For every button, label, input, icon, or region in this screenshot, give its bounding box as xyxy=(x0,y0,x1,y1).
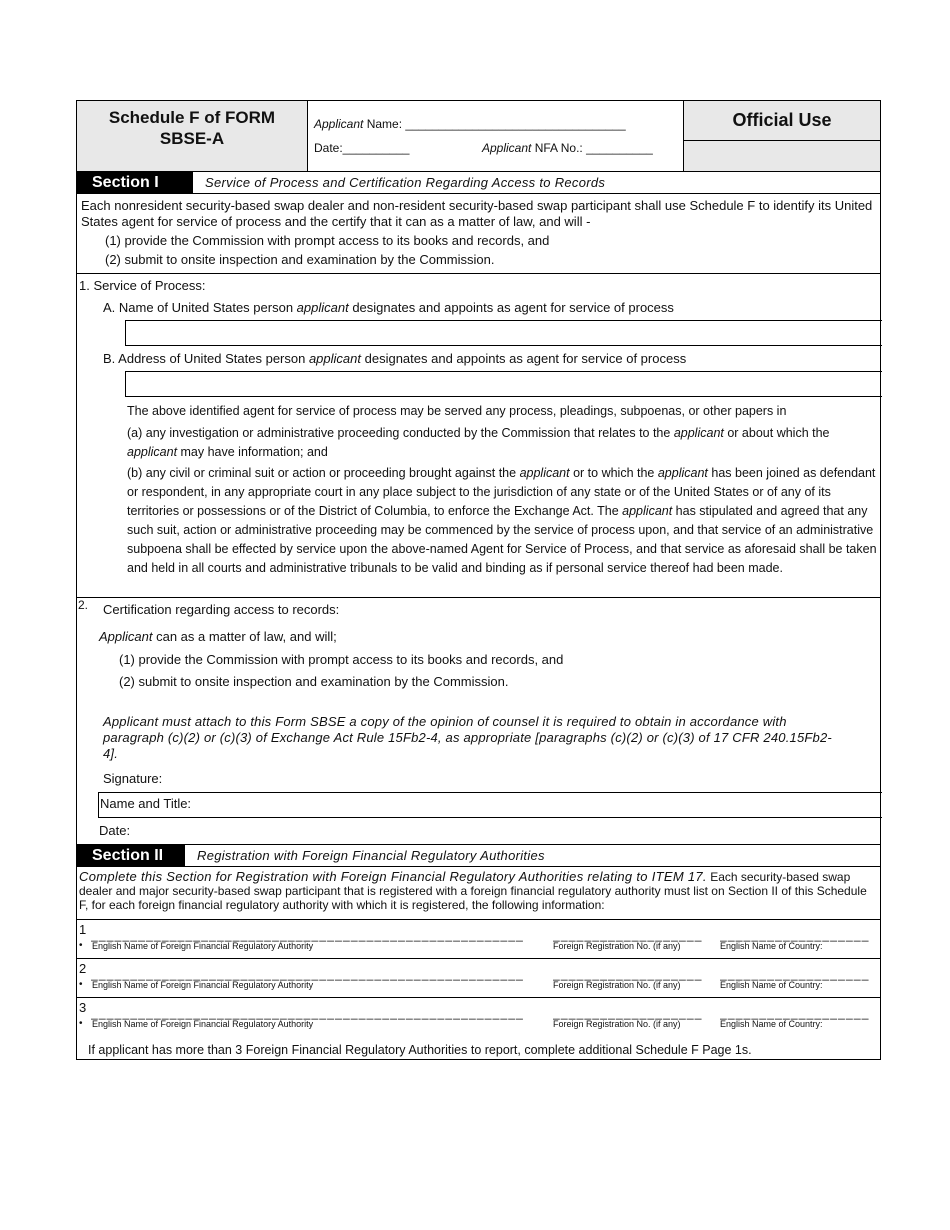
intro-item-1: (1) provide the Commission with prompt access to its books and records, and xyxy=(105,233,550,248)
registration-row[interactable] xyxy=(77,998,880,1037)
row-bullet: • xyxy=(79,979,83,990)
authority-caption: English Name of Foreign Financial Regulatory Authority xyxy=(92,941,314,951)
item-2-number: 2. xyxy=(78,598,89,612)
applicant-info xyxy=(308,101,684,171)
row-bullet: • xyxy=(79,940,83,951)
counsel-note: Applicant must attach to this Form SBSE a copy of the opinion of counsel it is required to obtain in accordance with paragraph (c)(2) or (c)(3) of Exchange Act Rule 15Fb2-4, as appropriate [paragraphs (c)(2) or (c)(3) of 17 CFR 240.15Fb2-4]. xyxy=(103,714,832,761)
agent-name-input[interactable] xyxy=(125,320,882,346)
certification-text xyxy=(99,629,337,644)
country-line[interactable]: ___________________ xyxy=(720,928,870,942)
item-b-pre: B. Address of United States person xyxy=(103,351,309,366)
regno-line[interactable]: ___________________ xyxy=(553,1006,703,1020)
schedule-f-form xyxy=(76,100,881,1060)
para-a-it1: applicant xyxy=(673,426,724,440)
registration-row-last[interactable] xyxy=(76,998,881,1060)
certification-block xyxy=(76,598,881,845)
registration-row[interactable] xyxy=(76,920,881,959)
para-b-3: has been joined as defendant or respondent, in any appropriate court in any place subject to the jurisdiction of any state or of the United States or of any of its territories or possessions or of the District of Columbia, to enforce the Exchange Act. The xyxy=(127,466,876,518)
paragraph-b xyxy=(127,464,881,578)
applicant-nfa-field[interactable] xyxy=(482,141,653,155)
authority-caption: English Name of Foreign Financial Regulatory Authority xyxy=(92,1019,314,1029)
authority-caption: English Name of Foreign Financial Regulatory Authority xyxy=(92,980,314,990)
section-1-label: Section I xyxy=(77,172,193,193)
row-number: 2 xyxy=(79,961,87,976)
name-title-field[interactable]: Name and Title: xyxy=(98,792,882,818)
para-a-1: (a) any investigation or administrative proceeding conducted by the Commission that relates to the xyxy=(127,426,674,440)
applicant-name-label: Name: _________________________________ xyxy=(366,117,626,131)
item-b-post: designates and appoints as agent for service of process xyxy=(361,351,687,366)
para-b-it2: applicant xyxy=(657,466,708,480)
regno-caption: Foreign Registration No. (if any) xyxy=(553,1019,681,1029)
country-caption: English Name of Country: xyxy=(720,1019,823,1029)
form-header xyxy=(76,100,881,172)
para-a-it2: applicant xyxy=(127,445,178,459)
header-date-field[interactable]: Date:__________ xyxy=(314,141,410,155)
item-b-italic: applicant xyxy=(308,351,361,366)
intro-text: Each nonresident security-based swap dealer and non-resident security-based swap participant shall use Schedule F to identify its United States agent for service of process and the certify that it can as a matter of law, and will - xyxy=(81,198,873,229)
form-title-line1: Schedule F of FORM xyxy=(108,108,276,127)
regno-line[interactable]: ___________________ xyxy=(553,928,703,942)
para-a-2: or about which the xyxy=(723,426,830,440)
section-2-title: Registration with Foreign Financial Regulatory Authorities xyxy=(197,848,545,863)
section-1-title: Service of Process and Certification Regarding Access to Records xyxy=(205,175,606,190)
service-of-process-block xyxy=(76,274,881,598)
section-2-intro xyxy=(76,867,881,920)
registration-row[interactable] xyxy=(76,959,881,998)
regno-line[interactable]: ___________________ xyxy=(553,967,703,981)
intro-item-2: (2) submit to onsite inspection and examination by the Commission. xyxy=(105,252,495,267)
applicant-nfa-label: NFA No.: __________ xyxy=(534,141,653,155)
official-use-box xyxy=(684,101,880,171)
country-line[interactable]: ___________________ xyxy=(720,967,870,981)
form-title xyxy=(77,101,308,171)
para-b-1: (b) any civil or criminal suit or action or proceeding brought against the xyxy=(127,466,520,480)
authority-line[interactable]: _______________________________________________________ xyxy=(91,928,525,942)
authority-line[interactable]: _______________________________________________________ xyxy=(91,1006,525,1020)
item-a-label xyxy=(103,300,674,315)
agent-text-block xyxy=(127,402,881,578)
official-use-label: Official Use xyxy=(684,101,880,141)
country-caption: English Name of Country: xyxy=(720,941,823,951)
certification-body: can as a matter of law, and will; xyxy=(152,629,337,644)
section-2-bar xyxy=(76,845,881,867)
applicant-name-field[interactable] xyxy=(314,117,683,131)
authority-line[interactable]: _______________________________________________________ xyxy=(91,967,525,981)
certification-italic: Applicant xyxy=(99,629,153,644)
agent-address-input[interactable] xyxy=(125,371,882,397)
date-label: Date: xyxy=(99,823,131,838)
item-a-italic: applicant xyxy=(296,300,349,315)
item-1-title: 1. Service of Process: xyxy=(79,278,206,293)
item-a-pre: A. Name of United States person xyxy=(103,300,297,315)
signature-label: Signature: xyxy=(103,771,163,786)
para-b-2: or to which the xyxy=(569,466,658,480)
cert-item-2: (2) submit to onsite inspection and examination by the Commission. xyxy=(119,674,509,689)
section-2-body: Each security-based swap dealer and major security-based swap participant that is registered with a foreign financial regulatory authority must list on Section II of this Schedule F, for each foreign financial regulatory authority with which it is registered, the following information: xyxy=(79,870,867,912)
item-b-label xyxy=(103,351,686,366)
country-line[interactable]: ___________________ xyxy=(720,1006,870,1020)
para-b-it1: applicant xyxy=(519,466,570,480)
regno-caption: Foreign Registration No. (if any) xyxy=(553,941,681,951)
para-a-3: may have information; and xyxy=(177,445,328,459)
paragraph-a xyxy=(127,424,881,462)
section-2-lead: Complete this Section for Registration with Foreign Financial Regulatory Authorities relating to ITEM 17. xyxy=(79,869,707,884)
row-number: 3 xyxy=(79,1000,87,1015)
footer-note: If applicant has more than 3 Foreign Financial Regulatory Authorities to report, complete additional Schedule F Page 1s. xyxy=(88,1043,752,1057)
official-use-field xyxy=(684,141,880,172)
section-1-bar xyxy=(76,172,881,194)
item-a-post: designates and appoints as agent for service of process xyxy=(348,300,674,315)
section-1-intro xyxy=(76,194,881,274)
row-bullet: • xyxy=(79,1018,83,1029)
form-title-line2: SBSE-A xyxy=(159,129,225,148)
section-2-label: Section II xyxy=(77,845,185,866)
para-b-it3: applicant xyxy=(622,504,673,518)
applicant-nfa-italic: Applicant xyxy=(482,141,532,155)
row-number: 1 xyxy=(79,922,87,937)
applicant-name-italic: Applicant xyxy=(314,117,364,131)
agent-text: The above identified agent for service of process may be served any process, pleadings, subpoenas, or other papers in xyxy=(127,404,787,418)
country-caption: English Name of Country: xyxy=(720,980,823,990)
cert-item-1: (1) provide the Commission with prompt access to its books and records, and xyxy=(119,652,564,667)
regno-caption: Foreign Registration No. (if any) xyxy=(553,980,681,990)
para-b-4: has stipulated and agreed that any such suit, action or administrative proceeding may be commenced by the service of process upon, and that service of an administrative subpoena shall be effected by service upon the above-named Agent for Service of Process, and that service as aforesaid shall be taken and held in all courts and administrative tribunals to be valid and binding as if personal service thereof had been made. xyxy=(127,504,877,575)
item-2-title: Certification regarding access to records: xyxy=(103,602,340,617)
